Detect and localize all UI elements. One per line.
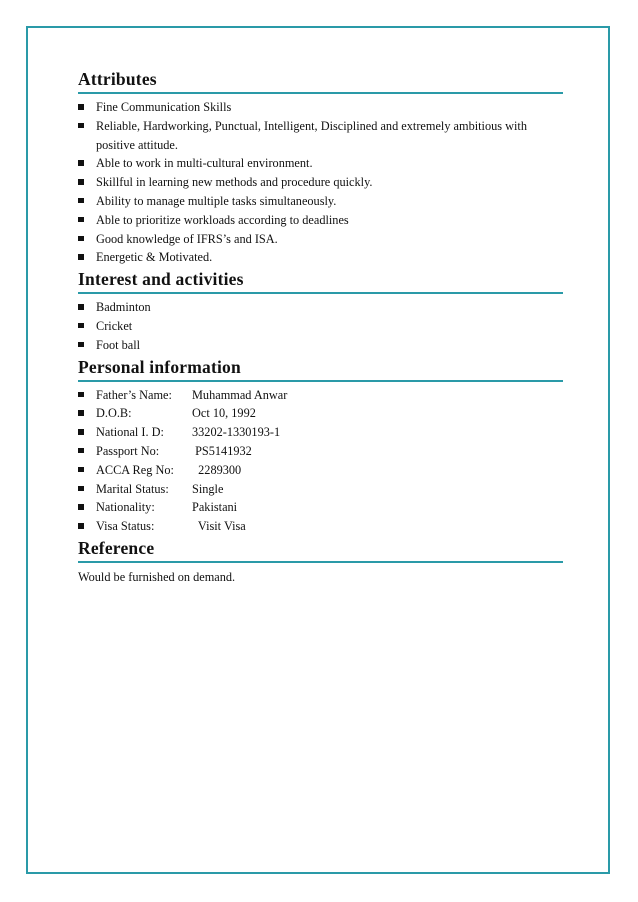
list-item — [78, 517, 563, 536]
list-item — [78, 404, 563, 423]
square-bullet-icon — [78, 448, 84, 454]
field-value: Pakistani — [192, 500, 238, 515]
reference-section — [78, 537, 563, 587]
reference-heading: Reference — [78, 537, 563, 563]
square-bullet-icon — [78, 410, 84, 416]
list-item: Badminton — [78, 298, 563, 317]
square-bullet-icon — [78, 429, 84, 435]
list-item: Cricket — [78, 317, 563, 336]
personal-heading: Personal information — [78, 356, 563, 382]
interests-section — [78, 268, 563, 354]
field-value: Oct 10, 1992 — [192, 406, 256, 421]
list-item: Fine Communication Skills — [78, 98, 563, 117]
list-item: Able to prioritize workloads according to deadlines — [78, 211, 563, 230]
square-bullet-icon — [78, 236, 84, 242]
square-bullet-icon — [78, 160, 84, 166]
field-value: PS5141932 — [192, 443, 252, 458]
list-item: Ability to manage multiple tasks simultaneously. — [78, 192, 563, 211]
square-bullet-icon — [78, 123, 84, 129]
list-item — [78, 442, 563, 461]
square-bullet-icon — [78, 179, 84, 185]
list-item — [78, 386, 563, 405]
square-bullet-icon — [78, 504, 84, 510]
attributes-section — [78, 68, 563, 267]
field-label: National I. D: — [96, 425, 164, 440]
reference-text: Would be furnished on demand. — [78, 569, 236, 584]
field-label: Visa Status: — [96, 519, 155, 534]
field-value: Single — [192, 481, 224, 496]
list-item: Reliable, Hardworking, Punctual, Intelligent, Disciplined and extremely ambitious with positive attitude. — [78, 117, 563, 155]
interests-heading: Interest and activities — [78, 268, 563, 294]
square-bullet-icon — [78, 198, 84, 204]
field-label: Father’s Name: — [96, 387, 172, 402]
attributes-list — [78, 98, 563, 267]
field-value: 33202-1330193-1 — [192, 425, 281, 440]
square-bullet-icon — [78, 217, 84, 223]
list-item: Energetic & Motivated. — [78, 248, 563, 267]
list-item: Foot ball — [78, 336, 563, 355]
field-label: D.O.B: — [96, 406, 132, 421]
list-item: Skillful in learning new methods and procedure quickly. — [78, 173, 563, 192]
field-value: Muhammad Anwar — [192, 387, 288, 402]
list-item: Able to work in multi-cultural environment. — [78, 154, 563, 173]
attributes-heading: Attributes — [78, 68, 563, 94]
field-value: 2289300 — [192, 462, 242, 477]
field-label: Passport No: — [96, 443, 160, 458]
square-bullet-icon — [78, 467, 84, 473]
field-label: Marital Status: — [96, 481, 169, 496]
square-bullet-icon — [78, 104, 84, 110]
square-bullet-icon — [78, 323, 84, 329]
list-item — [78, 498, 563, 517]
list-item — [78, 461, 563, 480]
square-bullet-icon — [78, 304, 84, 310]
square-bullet-icon — [78, 486, 84, 492]
field-label: Nationality: — [96, 500, 155, 515]
square-bullet-icon — [78, 523, 84, 529]
square-bullet-icon — [78, 254, 84, 260]
resume-content — [78, 68, 563, 588]
personal-section — [78, 356, 563, 536]
list-item: Good knowledge of IFRS’s and ISA. — [78, 230, 563, 249]
list-item — [78, 423, 563, 442]
interests-list — [78, 298, 563, 354]
personal-list — [78, 386, 563, 536]
square-bullet-icon — [78, 392, 84, 398]
list-item — [78, 480, 563, 499]
square-bullet-icon — [78, 342, 84, 348]
field-value: Visit Visa — [192, 519, 246, 534]
field-label: ACCA Reg No: — [96, 462, 174, 477]
